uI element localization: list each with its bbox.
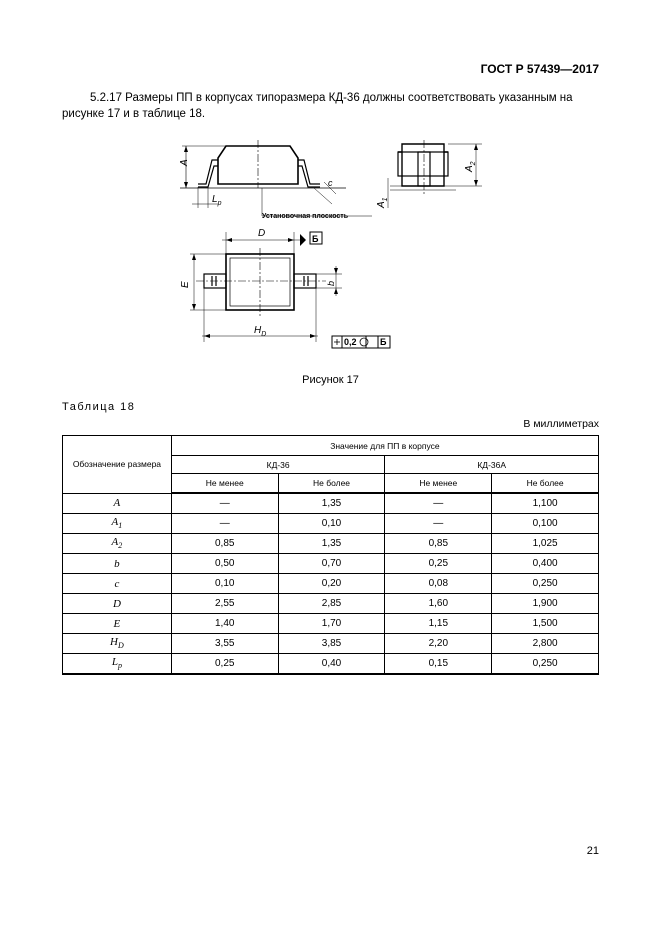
value-cell: — [171, 514, 278, 534]
value-cell: 2,85 [278, 594, 385, 614]
table-row [63, 634, 599, 654]
table-row [63, 514, 599, 534]
table-row [63, 493, 599, 514]
value-cell: 1,500 [492, 614, 599, 634]
label-tolerance-datum: Б [380, 337, 387, 347]
value-cell: 1,35 [278, 534, 385, 554]
label-A: A [179, 159, 190, 166]
value-cell: 3,85 [278, 634, 385, 654]
symbol-main: A [111, 536, 119, 549]
dimension-symbol [63, 534, 172, 554]
document-header: ГОСТ Р 57439—2017 [480, 62, 599, 76]
symbol-subscript: 2 [118, 541, 123, 551]
symbol-main: A [113, 497, 121, 510]
dimension-symbol [63, 614, 172, 634]
label-A1 [376, 197, 389, 209]
value-cell: 1,35 [278, 493, 385, 514]
label-HD-sub: D [261, 331, 267, 338]
value-cell: 0,250 [492, 574, 599, 594]
figure-17-drawing [176, 138, 496, 356]
symbol-main: b [114, 557, 120, 570]
label-A2-main: A [464, 165, 475, 172]
min-header: Не менее [171, 474, 278, 494]
max-header: Не более [278, 474, 385, 494]
symbol-subscript: 1 [118, 521, 123, 531]
dimension-symbol [63, 493, 172, 514]
value-cell: 0,25 [385, 554, 492, 574]
label-D: D [258, 228, 266, 239]
symbol-main: c [114, 577, 120, 590]
value-cell: 1,025 [492, 534, 599, 554]
symbol-subscript: D [118, 641, 124, 651]
value-header: Значение для ПП в корпусе [171, 436, 598, 456]
table-row [63, 534, 599, 554]
label-Lp-sub: p [217, 200, 222, 207]
value-cell: 0,50 [171, 554, 278, 574]
table-row [63, 614, 599, 634]
label-c: c [328, 178, 333, 188]
label-A2 [464, 161, 477, 173]
value-cell: 1,60 [385, 594, 492, 614]
symbol-main: D [112, 597, 121, 610]
symbol-main: H [110, 636, 118, 649]
label-mounting-plane: Установочная плоскость [262, 213, 349, 220]
value-cell: — [385, 514, 492, 534]
label-Lp [212, 194, 222, 207]
label-A2-sub: 2 [470, 161, 477, 166]
label-HD-main: H [254, 325, 262, 336]
table-row [63, 654, 599, 675]
value-cell: 0,400 [492, 554, 599, 574]
value-cell: 1,900 [492, 594, 599, 614]
table-row [63, 574, 599, 594]
symbol-main: L [111, 656, 118, 669]
symbol-main: E [113, 617, 121, 630]
dimensions-table [62, 435, 599, 675]
dimension-symbol [63, 514, 172, 534]
min-header: Не менее [385, 474, 492, 494]
symbol-subscript: p [117, 661, 122, 671]
value-cell: 0,250 [492, 654, 599, 675]
figure-caption: Рисунок 17 [302, 374, 359, 386]
end-view [388, 140, 482, 208]
value-cell: 0,85 [171, 534, 278, 554]
table-row [63, 594, 599, 614]
value-cell: — [171, 493, 278, 514]
label-E: E [180, 281, 191, 288]
value-cell: 1,15 [385, 614, 492, 634]
value-cell: 0,20 [278, 574, 385, 594]
designation-header: Обозначение размера [63, 436, 172, 494]
value-cell: 0,08 [385, 574, 492, 594]
label-datum-top: Б [312, 234, 319, 244]
dimension-symbol [63, 554, 172, 574]
value-cell: 1,100 [492, 493, 599, 514]
value-cell: 1,70 [278, 614, 385, 634]
table-title: Таблица 18 [62, 401, 136, 413]
value-cell: 3,55 [171, 634, 278, 654]
value-cell: 2,55 [171, 594, 278, 614]
label-A1-sub: 1 [382, 197, 389, 202]
dimension-symbol [63, 574, 172, 594]
value-cell: 0,15 [385, 654, 492, 675]
symbol-main: A [111, 516, 119, 529]
table-body [63, 493, 599, 674]
value-cell: 0,85 [385, 534, 492, 554]
label-Lp-main: L [212, 194, 218, 205]
value-cell: 0,40 [278, 654, 385, 675]
package-header-kd36: КД-36 [171, 456, 385, 474]
max-header: Не более [492, 474, 599, 494]
value-cell: 0,10 [278, 514, 385, 534]
table-units: В миллиметрах [523, 418, 599, 430]
top-view [190, 232, 390, 348]
label-A1-main: A [376, 201, 387, 208]
page-number: 21 [586, 845, 599, 857]
side-view [180, 140, 372, 216]
dimension-symbol [63, 634, 172, 654]
label-b: b [326, 280, 336, 286]
paragraph-5-2-17 [62, 90, 602, 122]
value-cell: 0,100 [492, 514, 599, 534]
value-cell: — [385, 493, 492, 514]
value-cell: 0,25 [171, 654, 278, 675]
value-cell: 2,20 [385, 634, 492, 654]
paragraph-text: 5.2.17 Размеры ПП в корпусах типоразмера КД-36 должны соответствовать указанным на рисунке 17 и в таблице 18. [62, 92, 573, 120]
package-header-kd36a: КД-36А [385, 456, 599, 474]
label-tolerance-value: 0,2 [344, 337, 357, 347]
value-cell: 1,40 [171, 614, 278, 634]
dimension-symbol [63, 594, 172, 614]
dimension-symbol [63, 654, 172, 675]
value-cell: 0,10 [171, 574, 278, 594]
value-cell: 2,800 [492, 634, 599, 654]
value-cell: 0,70 [278, 554, 385, 574]
table-row [63, 554, 599, 574]
